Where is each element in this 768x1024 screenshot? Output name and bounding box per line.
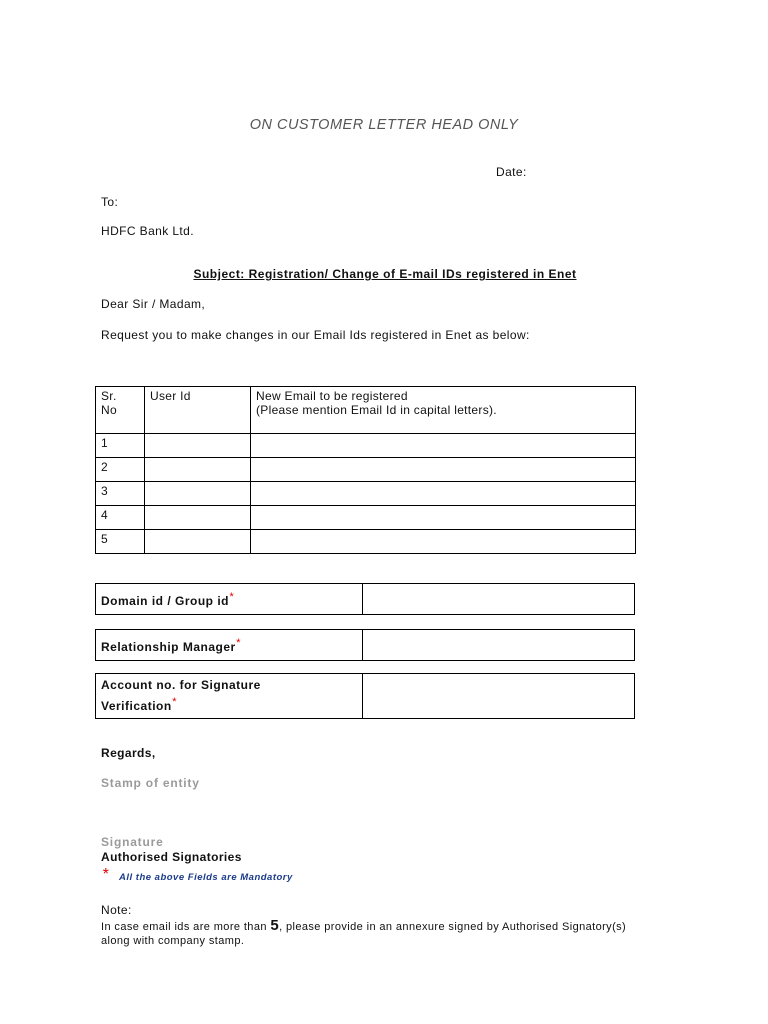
subject-line: Subject: Registration/ Change of E-mail IDs registered in Enet <box>193 267 577 281</box>
account-field-table <box>95 673 635 719</box>
email-cell[interactable] <box>251 506 636 530</box>
email-header-line2: (Please mention Email Id in capital letters). <box>256 403 497 417</box>
required-star: * <box>171 696 177 708</box>
table-row <box>96 530 636 554</box>
user-id-cell[interactable] <box>145 506 251 530</box>
mandatory-star: * <box>102 866 109 883</box>
relationship-manager-label: Relationship Manager* <box>96 630 363 661</box>
mandatory-note: All the above Fields are Mandatory <box>119 872 293 883</box>
domain-id-label: Domain id / Group id* <box>96 584 363 615</box>
note-label: Note: <box>101 903 132 917</box>
table-row <box>96 458 636 482</box>
row-number: 1 <box>96 434 145 458</box>
table-row <box>96 506 636 530</box>
authorised-signatories: Authorised Signatories <box>101 850 242 864</box>
account-label-line2: Verification <box>101 699 172 713</box>
request-text: Request you to make changes in our Email Ids registered in Enet as below: <box>101 328 530 342</box>
letterhead-header: ON CUSTOMER LETTER HEAD ONLY <box>249 117 519 133</box>
row-number: 5 <box>96 530 145 554</box>
email-cell[interactable] <box>251 434 636 458</box>
regards-text: Regards, <box>101 746 156 760</box>
recipient-name: HDFC Bank Ltd. <box>101 224 194 238</box>
row-number: 2 <box>96 458 145 482</box>
required-star: * <box>229 590 234 603</box>
note-text <box>101 918 626 935</box>
new-email-header <box>251 387 636 434</box>
table-header-row <box>96 387 636 434</box>
row-number: 4 <box>96 506 145 530</box>
sr-header-line1: Sr. <box>101 389 117 403</box>
date-label: Date: <box>496 165 527 179</box>
user-id-cell[interactable] <box>145 482 251 506</box>
to-label: To: <box>101 195 119 209</box>
signature-label: Signature <box>101 835 164 849</box>
note-part2: , please provide in an annexure signed by Authorised Signatory(s) <box>279 921 627 933</box>
user-id-cell[interactable] <box>145 458 251 482</box>
rm-field-table <box>95 629 635 661</box>
domain-id-input[interactable] <box>363 584 635 615</box>
user-id-header: User Id <box>145 387 251 434</box>
email-ids-table <box>95 386 636 554</box>
user-id-cell[interactable] <box>145 434 251 458</box>
account-no-label <box>96 674 363 719</box>
account-no-input[interactable] <box>363 674 635 719</box>
domain-field-table <box>95 583 635 615</box>
user-id-cell[interactable] <box>145 530 251 554</box>
table-row <box>96 434 636 458</box>
note-number: 5 <box>270 917 280 934</box>
note-line2: along with company stamp. <box>101 935 245 947</box>
sr-no-header <box>96 387 145 434</box>
email-cell[interactable] <box>251 530 636 554</box>
stamp-of-entity: Stamp of entity <box>101 776 200 790</box>
sr-header-line2: No <box>101 403 117 417</box>
salutation: Dear Sir / Madam, <box>101 297 206 311</box>
email-cell[interactable] <box>251 482 636 506</box>
note-part1: In case email ids are more than <box>101 921 271 933</box>
account-label-line1: Account no. for Signature <box>101 678 261 692</box>
row-number: 3 <box>96 482 145 506</box>
required-star: * <box>235 636 241 649</box>
email-cell[interactable] <box>251 458 636 482</box>
table-row <box>96 482 636 506</box>
email-header-line1: New Email to be registered <box>256 389 408 403</box>
relationship-manager-input[interactable] <box>363 630 635 661</box>
